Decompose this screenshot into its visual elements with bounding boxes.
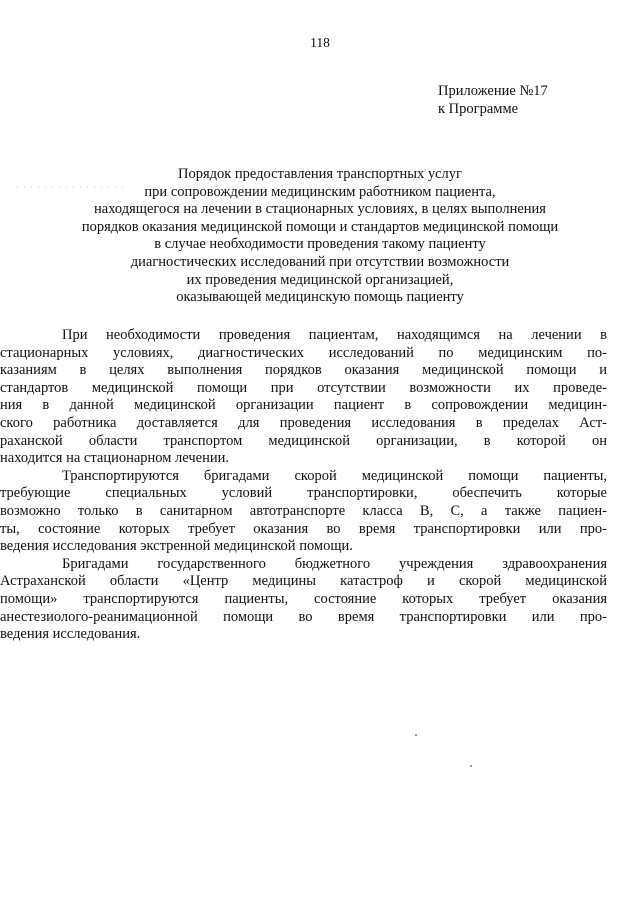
text-line: помощи» транспортируются пациенты, состояние которых требует оказания [0, 590, 607, 607]
text-line: анестезиолого-реанимационной помощи во время транспортировки или про- [0, 608, 607, 625]
title-line: их проведения медицинской организацией, [186, 271, 454, 288]
text-line: находится на стационарном лечении. [0, 450, 230, 467]
title-line: находящегося на лечении в стационарных условиях, в целях выполнения [94, 201, 546, 218]
title-line: при сопровождении медицинским работником пациента, [144, 183, 496, 200]
text-line: стационарных условиях, диагностических исследований по медицинским по- [0, 344, 607, 361]
text-line: Астраханской области «Центр медицины катастроф и скорой медицинской [0, 573, 607, 590]
text-line: Транспортируются бригадами скорой медицинской помощи пациенты, [62, 467, 607, 484]
text-line: ского работника доставляется для проведения исследования в пределах Аст- [0, 414, 607, 431]
title-line: порядков оказания медицинской помощи и стандартов медицинской помощи [81, 218, 559, 235]
text-line: казаниям в целях выполнения порядков оказания медицинской помощи и [0, 362, 607, 379]
paragraph-2 [0, 467, 607, 556]
appendix-number: Приложение №17 [438, 83, 548, 99]
body-text [0, 327, 607, 644]
text-line: ты, состояние которых требует оказания во время транспортировки или про- [0, 520, 607, 537]
document-title [60, 166, 580, 307]
text-line: Бригадами государственного бюджетного учреждения здравоохранения [62, 555, 607, 572]
title-line: диагностических исследований при отсутствии возможности [130, 253, 510, 270]
paragraph-1 [0, 327, 607, 468]
scan-speck [470, 765, 472, 767]
text-line: ведения исследования экстренной медицинской помощи. [0, 538, 353, 555]
text-line: При необходимости проведения пациентам, находящимся на лечении в [62, 327, 607, 343]
title-line: в случае необходимости проведения такому пациенту [154, 236, 486, 253]
appendix-reference [438, 82, 548, 118]
paragraph-3 [0, 555, 607, 644]
appendix-program: к Программе [438, 101, 519, 117]
title-line: оказывающей медицинскую помощь пациенту [176, 289, 464, 306]
title-line: Порядок предоставления транспортных услуг [177, 166, 462, 182]
text-line: ведения исследования. [0, 626, 141, 643]
text-line: требующие специальных условий транспортировки, обеспечить которые [0, 485, 607, 502]
text-line: стандартов медицинской помощи при отсутствии возможности их проведе- [0, 379, 607, 396]
scan-speck [415, 734, 417, 736]
page-number: 118 [310, 35, 330, 50]
text-line: ния в данной медицинской организации пациент в сопровождении медицин- [0, 397, 607, 414]
text-line: возможно только в санитарном автотранспорте класса В, С, а также пациен- [0, 502, 607, 519]
text-line: раханской области транспортом медицинской организации, в которой он [0, 432, 607, 449]
